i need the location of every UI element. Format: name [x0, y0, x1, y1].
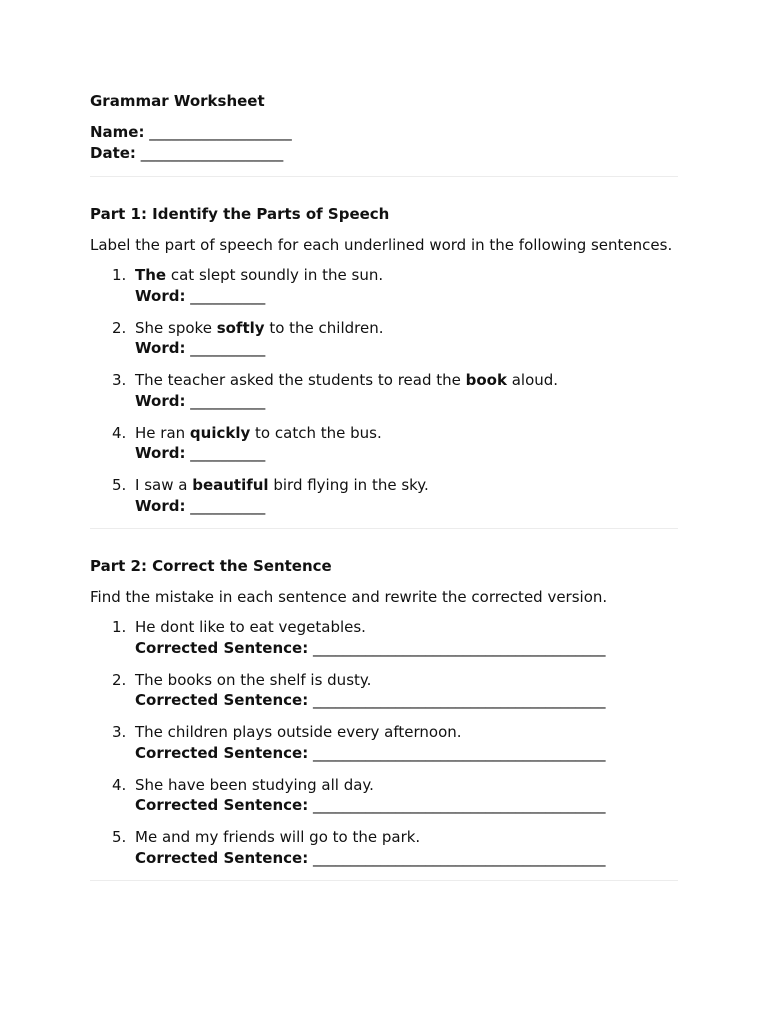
answer-blank: _______________________________________ — [313, 796, 606, 814]
divider — [90, 176, 678, 177]
sentence-text: to catch the bus. — [250, 423, 382, 442]
list-item — [90, 722, 678, 763]
name-label: Name: — [90, 123, 145, 141]
answer-label: Word: — [135, 339, 186, 357]
part1-list — [90, 265, 678, 516]
answer-label: Word: — [135, 444, 186, 462]
worksheet-page — [90, 90, 678, 881]
sentence-text: She spoke — [135, 318, 217, 337]
answer-line — [135, 690, 678, 711]
answer-line — [135, 391, 678, 412]
answer-blank: __________ — [190, 391, 266, 410]
answer-blank: __________ — [190, 286, 266, 305]
part2-title: Part 2: Correct the Sentence — [90, 557, 332, 575]
list-item — [90, 318, 678, 359]
answer-line — [135, 848, 678, 869]
item-number: 3. — [112, 371, 127, 389]
answer-label: Word: — [135, 496, 186, 515]
sentence-text: cat slept soundly in the sun. — [166, 266, 384, 284]
answer-blank: _______________________________________ — [313, 691, 606, 709]
target-word: The — [135, 266, 167, 284]
divider — [90, 528, 678, 529]
answer-label: Word: — [135, 286, 186, 305]
target-word: quickly — [189, 423, 251, 442]
item-number: 4. — [112, 423, 127, 442]
sentence-text: I saw a — [135, 476, 193, 494]
answer-line — [135, 443, 678, 464]
item-number: 1. — [112, 618, 127, 636]
item-sentence — [135, 370, 678, 391]
item-sentence — [135, 475, 678, 496]
answer-blank: __________ — [190, 339, 266, 357]
answer-label: Corrected Sentence: — [135, 691, 309, 709]
target-word: beautiful — [192, 476, 269, 494]
item-sentence: He dont like to eat vegetables. — [135, 618, 366, 636]
part2-list — [90, 617, 678, 868]
item-number: 3. — [112, 723, 127, 741]
answer-label: Corrected Sentence: — [135, 638, 309, 657]
part2-instructions: Find the mistake in each sentence and rewrite the corrected version. — [90, 588, 608, 606]
sentence-text: He ran — [135, 423, 190, 442]
sentence-text: aloud. — [506, 371, 559, 389]
answer-blank: _______________________________________ — [313, 848, 606, 867]
item-sentence: Me and my friends will go to the park. — [135, 828, 421, 846]
item-number: 2. — [112, 670, 127, 689]
answer-blank: __________ — [190, 496, 266, 515]
list-item — [90, 265, 678, 306]
date-field — [90, 143, 678, 164]
part1-instructions: Label the part of speech for each underlined word in the following sentences. — [90, 236, 673, 254]
item-sentence: The books on the shelf is dusty. — [135, 670, 372, 689]
date-label: Date: — [90, 144, 136, 162]
answer-label: Corrected Sentence: — [135, 848, 309, 867]
answer-line — [135, 496, 678, 517]
sentence-text: The teacher asked the students to read the — [135, 371, 466, 389]
answer-label: Corrected Sentence: — [135, 743, 309, 762]
item-sentence — [135, 423, 678, 444]
list-item — [90, 617, 678, 658]
item-number: 2. — [112, 318, 127, 337]
answer-label: Corrected Sentence: — [135, 796, 309, 814]
list-item — [90, 475, 678, 516]
item-number: 5. — [112, 476, 127, 494]
sentence-text: bird flying in the sky. — [268, 476, 429, 494]
list-item — [90, 670, 678, 711]
item-sentence — [135, 318, 678, 339]
name-field — [90, 122, 678, 143]
answer-line — [135, 338, 678, 359]
list-item — [90, 370, 678, 411]
date-blank: ___________________ — [140, 144, 284, 162]
worksheet-title: Grammar Worksheet — [90, 92, 265, 110]
name-blank: ___________________ — [149, 123, 292, 141]
divider — [90, 880, 678, 881]
answer-line — [135, 795, 678, 816]
answer-blank: _______________________________________ — [313, 638, 606, 657]
answer-blank: __________ — [190, 444, 266, 462]
part1-title: Part 1: Identify the Parts of Speech — [90, 205, 390, 223]
item-sentence: The children plays outside every afternoon. — [135, 723, 462, 741]
item-sentence: She have been studying all day. — [135, 775, 374, 794]
list-item — [90, 423, 678, 464]
answer-line — [135, 286, 678, 307]
target-word: book — [465, 371, 507, 389]
target-word: softly — [216, 318, 265, 337]
item-sentence — [135, 265, 678, 286]
item-number: 5. — [112, 828, 127, 846]
list-item — [90, 827, 678, 868]
answer-line — [135, 743, 678, 764]
answer-blank: _______________________________________ — [313, 743, 606, 762]
answer-label: Word: — [135, 391, 186, 410]
item-number: 4. — [112, 775, 127, 794]
answer-line — [135, 638, 678, 659]
list-item — [90, 775, 678, 816]
item-number: 1. — [112, 266, 127, 284]
sentence-text: to the children. — [264, 318, 384, 337]
